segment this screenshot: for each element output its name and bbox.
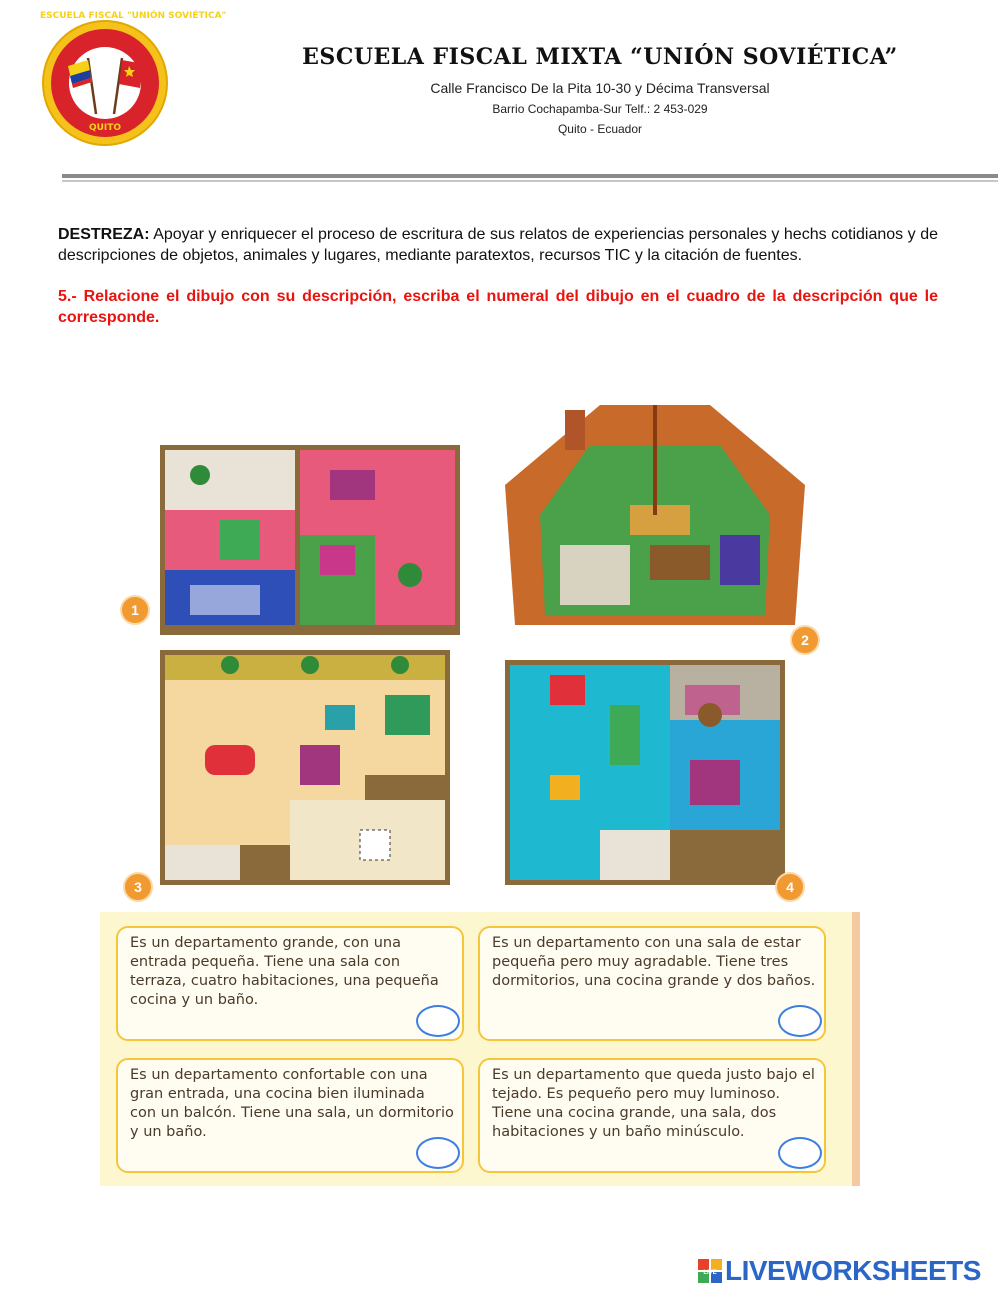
floor-plan-4 (505, 660, 785, 885)
logo-top-text: ESCUELA FISCAL "UNIÓN SOVIÉTICA" (40, 11, 227, 21)
floor-plan-2 (505, 405, 805, 625)
brand-name: LIVEWORKSHEETS (725, 1255, 981, 1286)
description-text-2: Es un departamento con una sala de estar pequeña pero muy agradable. Tiene tres dormitorios, una cocina grande y dos baños. (492, 935, 816, 989)
address-line-3: Quito - Ecuador (557, 122, 643, 136)
drawing-number-4: 4 (786, 879, 794, 895)
skill-label: DESTREZA: (58, 226, 150, 243)
liveworksheets-logo-icon (698, 1259, 722, 1283)
drawing-number-2-badge (791, 626, 819, 654)
school-logo (40, 11, 227, 148)
liveworksheets-brand (698, 1256, 998, 1286)
description-card-1 (116, 926, 464, 1041)
drawing-number-1: 1 (131, 602, 139, 618)
drawing-number-2: 2 (801, 632, 809, 648)
description-text-4: Es un departamento que queda justo bajo el tejado. Es pequeño pero muy luminoso. Tiene una cocina grande, una sala, dos habitaciones y un baño minúsculo. (492, 1067, 815, 1140)
address-line-1: Calle Francisco De la Pita 10-30 y Décima Transversal (430, 80, 770, 96)
drawing-number-3: 3 (134, 879, 142, 895)
skill-text: Apoyar y enriquecer el proceso de escritura de sus relatos de experiencias personales y hechs cotidianos y de descripciones de objetos, animales y lugares, mediante paratextos, recursos TIC y la citación de fuentes. (58, 226, 938, 264)
header-divider-shadow (62, 180, 998, 182)
panel-edge-shadow (852, 912, 860, 1186)
description-card-2 (478, 926, 826, 1041)
address-line-2: Barrio Cochapamba-Sur Telf.: 2 453-029 (492, 102, 708, 116)
description-card-3 (116, 1058, 464, 1173)
answer-box-1[interactable] (416, 1005, 460, 1037)
answer-box-3[interactable] (416, 1137, 460, 1169)
descriptions-panel (100, 912, 860, 1186)
exercise-instruction: 5.- Relacione el dibujo con su descripción, escriba el numeral del dibujo en el cuadro de la descripción que le corresponde. (58, 288, 938, 326)
school-name: ESCUELA FISCAL MIXTA “UNIÓN SOVIÉTICA” (302, 44, 898, 70)
skill-paragraph (58, 224, 938, 266)
header-divider (62, 174, 998, 178)
description-text-1: Es un departamento grande, con una entrada pequeña. Tiene una sala con terraza, cuatro habitaciones, una pequeña cocina y un baño. (130, 935, 439, 1008)
floor-plan-3 (160, 650, 450, 885)
drawing-number-4-badge (776, 873, 804, 901)
description-card-4 (478, 1058, 826, 1173)
floor-plans-illustration (110, 375, 830, 905)
logo-bottom-text: QUITO (88, 123, 122, 133)
drawing-number-3-badge (124, 873, 152, 901)
floor-plan-1 (160, 445, 460, 635)
answer-box-4[interactable] (778, 1137, 822, 1169)
drawing-number-1-badge (121, 596, 149, 624)
answer-box-2[interactable] (778, 1005, 822, 1037)
description-text-3: Es un departamento confortable con una gran entrada, una cocina bien iluminada con un balcón. Tiene una sala, un dormitorio y un baño. (130, 1067, 454, 1140)
brand-mark-text: LIVE (703, 1270, 717, 1276)
